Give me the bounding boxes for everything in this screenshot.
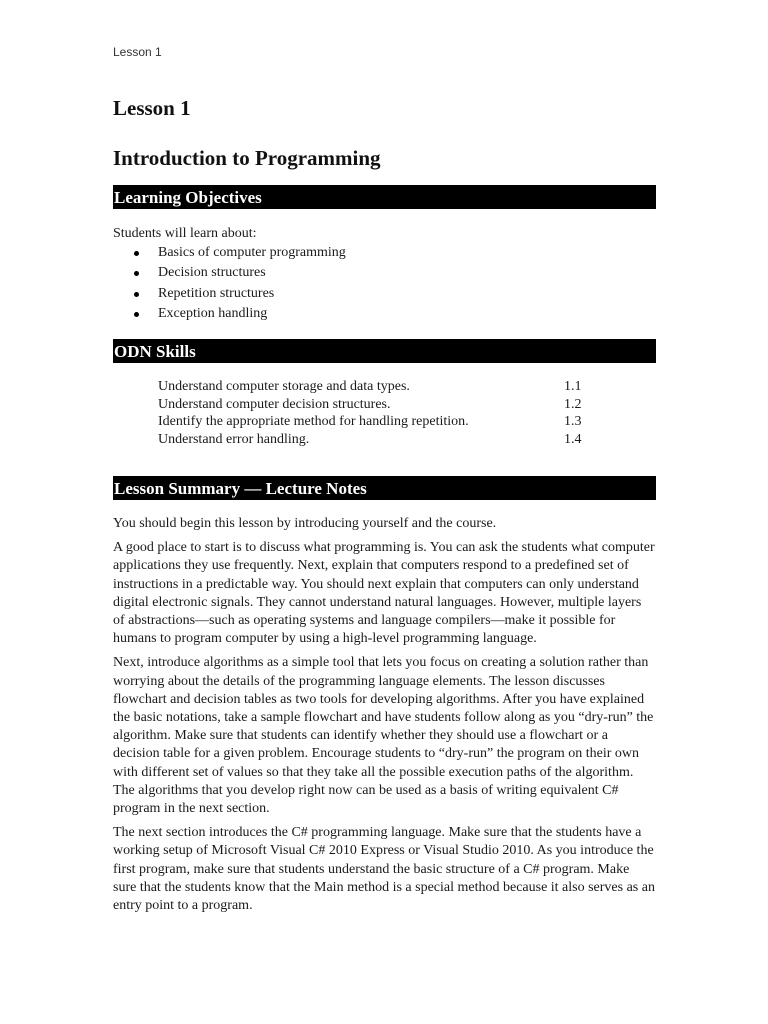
section-heading-odn-skills: ODN Skills bbox=[113, 339, 656, 363]
skill-text: Understand computer storage and data types. bbox=[158, 379, 410, 394]
lesson-subtitle: Introduction to Programming bbox=[113, 146, 381, 170]
list-item-text: Decision structures bbox=[158, 265, 266, 281]
skill-text: Understand computer decision structures. bbox=[158, 396, 391, 412]
bullet-icon bbox=[134, 251, 139, 256]
skill-text: Understand error handling. bbox=[158, 431, 310, 447]
paragraph: Next, introduce algorithms as a simple tool that lets you focus on creating a solution rather than worrying about the details of the programming language elements. The lesson discusses flowchart and decision tables as two tools for developing algorithms. After you have explained the basic notations, take a sample flowchart and have students follow along as you “dry-run” the algorithm. Make sure that students can identify whether they should use a flowchart or a decision table for a given problem. Encourage students to “dry-run” the program on their own with different set of values so that they take all the possible execution paths of the algorithm. The algorithms that you develop right now can be used as a basis of writing equivalent C# program in the next section. bbox=[113, 655, 654, 817]
objectives-list bbox=[113, 243, 346, 324]
paragraph: The next section introduces the C# programming language. Make sure that the students have a working setup of Microsoft Visual C# 2010 Express or Visual Studio 2010. As you introduce the first program, make sure that students understand the basic structure of a C# program. Make sure that the students know that the Main method is a special method because it also serves as an entry point to a program. bbox=[113, 825, 655, 914]
running-header: Lesson 1 bbox=[113, 45, 162, 59]
lecture-notes-body bbox=[113, 515, 656, 921]
bullet-icon bbox=[134, 271, 139, 276]
paragraph: A good place to start is to discuss what programming is. You can ask the students what computer applications they use frequently. Next, explain that computers respond to a predefined set of instructions in a predictable way. You should next explain that computers can only understand digital electronic signals. They cannot understand natural languages. However, multiple layers of abstractions—such as operating systems and language compilers—make it possible for humans to program computer by using a high-level programming language. bbox=[113, 540, 655, 647]
list-item bbox=[113, 304, 346, 324]
skill-number: 1.2 bbox=[564, 396, 582, 412]
skills-table bbox=[158, 378, 598, 448]
skill-number: 1.3 bbox=[564, 414, 582, 429]
paragraph: You should begin this lesson by introducing yourself and the course. bbox=[113, 516, 497, 531]
skill-row bbox=[158, 378, 598, 396]
skill-text: Identify the appropriate method for handling repetition. bbox=[158, 414, 469, 429]
list-item-text: Exception handling bbox=[158, 305, 268, 321]
skill-number: 1.4 bbox=[564, 431, 582, 447]
skill-row bbox=[158, 413, 598, 431]
list-item bbox=[113, 284, 346, 304]
list-item-text: Repetition structures bbox=[158, 285, 275, 301]
list-item bbox=[113, 243, 346, 263]
skill-row bbox=[158, 431, 598, 449]
section-heading-learning-objectives: Learning Objectives bbox=[113, 185, 656, 209]
list-item-text: Basics of computer programming bbox=[158, 245, 346, 260]
lesson-title: Lesson 1 bbox=[113, 96, 191, 120]
list-item bbox=[113, 263, 346, 283]
skill-number: 1.1 bbox=[564, 379, 582, 394]
bullet-icon bbox=[134, 292, 139, 297]
section-heading-lesson-summary: Lesson Summary — Lecture Notes bbox=[113, 476, 656, 500]
objectives-intro: Students will learn about: bbox=[113, 226, 257, 241]
skill-row bbox=[158, 396, 598, 414]
bullet-icon bbox=[134, 312, 139, 317]
